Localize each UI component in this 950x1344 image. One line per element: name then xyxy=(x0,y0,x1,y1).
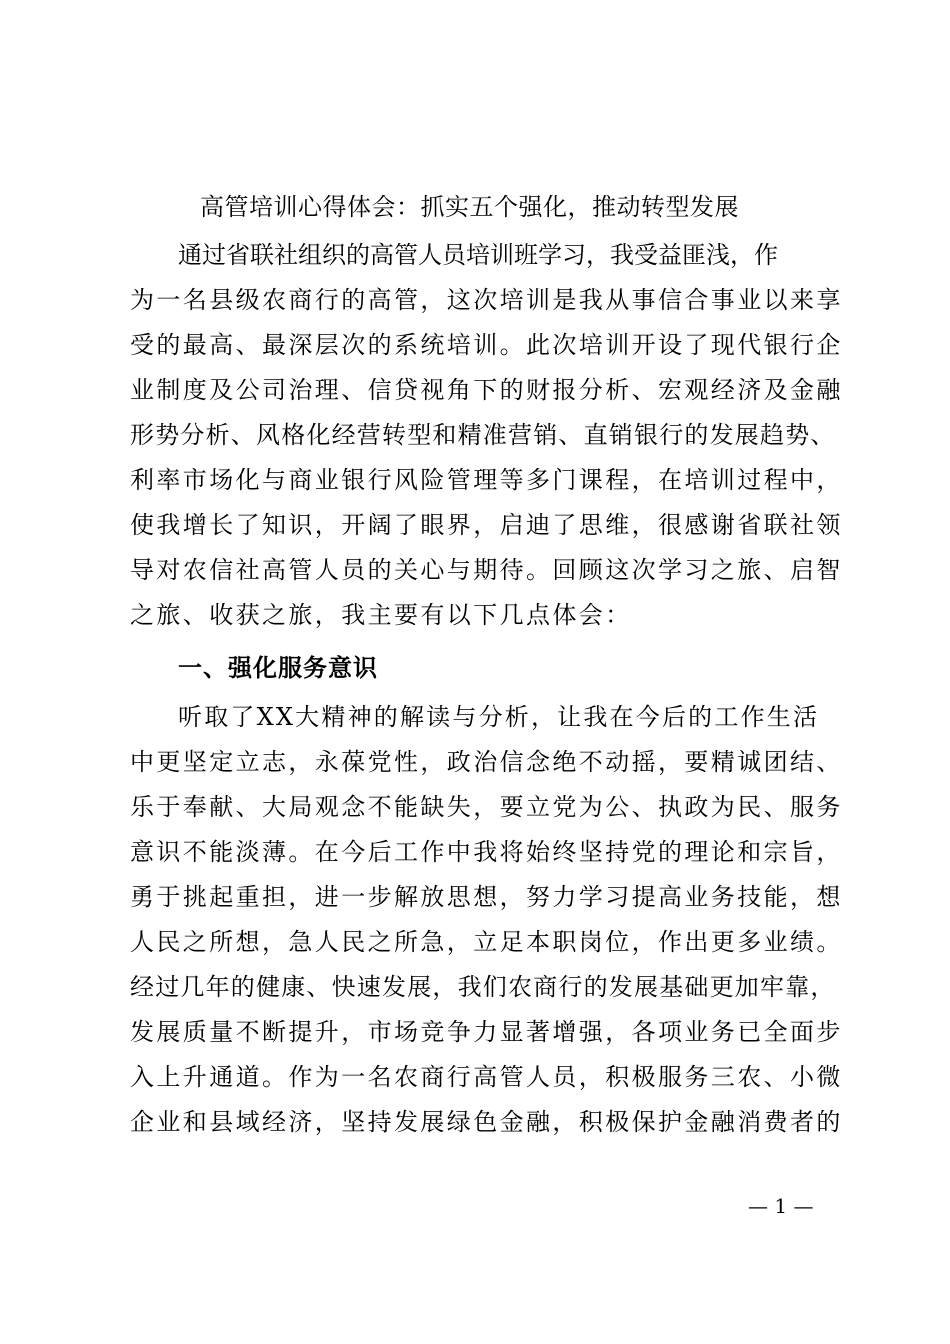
paragraph-line: 发展质量不断提升，市场竞争力显著增强，各项业务已全面步 xyxy=(130,1018,843,1046)
paragraph-line: 入上升通道。作为一名农商行高管人员，积极服务三农、小微 xyxy=(130,1063,843,1091)
paragraph-line: 业制度及公司治理、信贷视角下的财报分析、宏观经济及金融 xyxy=(130,376,843,404)
document-title: 高管培训心得体会：抓实五个强化，推动转型发展 xyxy=(200,193,739,221)
paragraph-line: 使我增长了知识，开阔了眼界，启迪了思维，很感谢省联社领 xyxy=(130,511,843,539)
page-number: — 1 — xyxy=(748,1194,814,1218)
paragraph-line: 听取了XX大精神的解读与分析，让我在今后的工作生活 xyxy=(178,703,820,731)
paragraph-line: 之旅、收获之旅，我主要有以下几点体会： xyxy=(130,601,632,629)
section-heading: 一、强化服务意识 xyxy=(178,654,378,682)
paragraph-line: 受的最高、最深层次的系统培训。此次培训开设了现代银行企 xyxy=(130,331,843,359)
paragraph-line: 乐于奉献、大局观念不能缺失，要立党为公、执政为民、服务 xyxy=(130,793,843,821)
paragraph-line: 意识不能淡薄。在今后工作中我将始终坚持党的理论和宗旨， xyxy=(130,838,843,866)
paragraph-line: 勇于挑起重担，进一步解放思想，努力学习提高业务技能，想 xyxy=(130,883,843,911)
paragraph-line: 中更坚定立志，永葆党性，政治信念绝不动摇，要精诚团结、 xyxy=(130,748,843,776)
paragraph-line: 为一名县级农商行的高管，这次培训是我从事信合事业以来享 xyxy=(130,286,843,314)
paragraph-line: 导对农信社高管人员的关心与期待。回顾这次学习之旅、启智 xyxy=(130,556,843,584)
paragraph-line: 利率市场化与商业银行风险管理等多门课程，在培训过程中， xyxy=(130,466,843,494)
paragraph-line: 通过省联社组织的高管人员培训班学习，我受益匪浅，作 xyxy=(178,241,778,269)
paragraph-line: 企业和县域经济，坚持发展绿色金融，积极保护金融消费者的 xyxy=(130,1108,843,1136)
paragraph-line: 形势分析、风格化经营转型和精准营销、直销银行的发展趋势、 xyxy=(130,421,836,449)
paragraph-line: 人民之所想，急人民之所急，立足本职岗位，作出更多业绩。 xyxy=(130,928,843,956)
paragraph-line: 经过几年的健康、快速发展，我们农商行的发展基础更加牢靠， xyxy=(130,973,836,1001)
